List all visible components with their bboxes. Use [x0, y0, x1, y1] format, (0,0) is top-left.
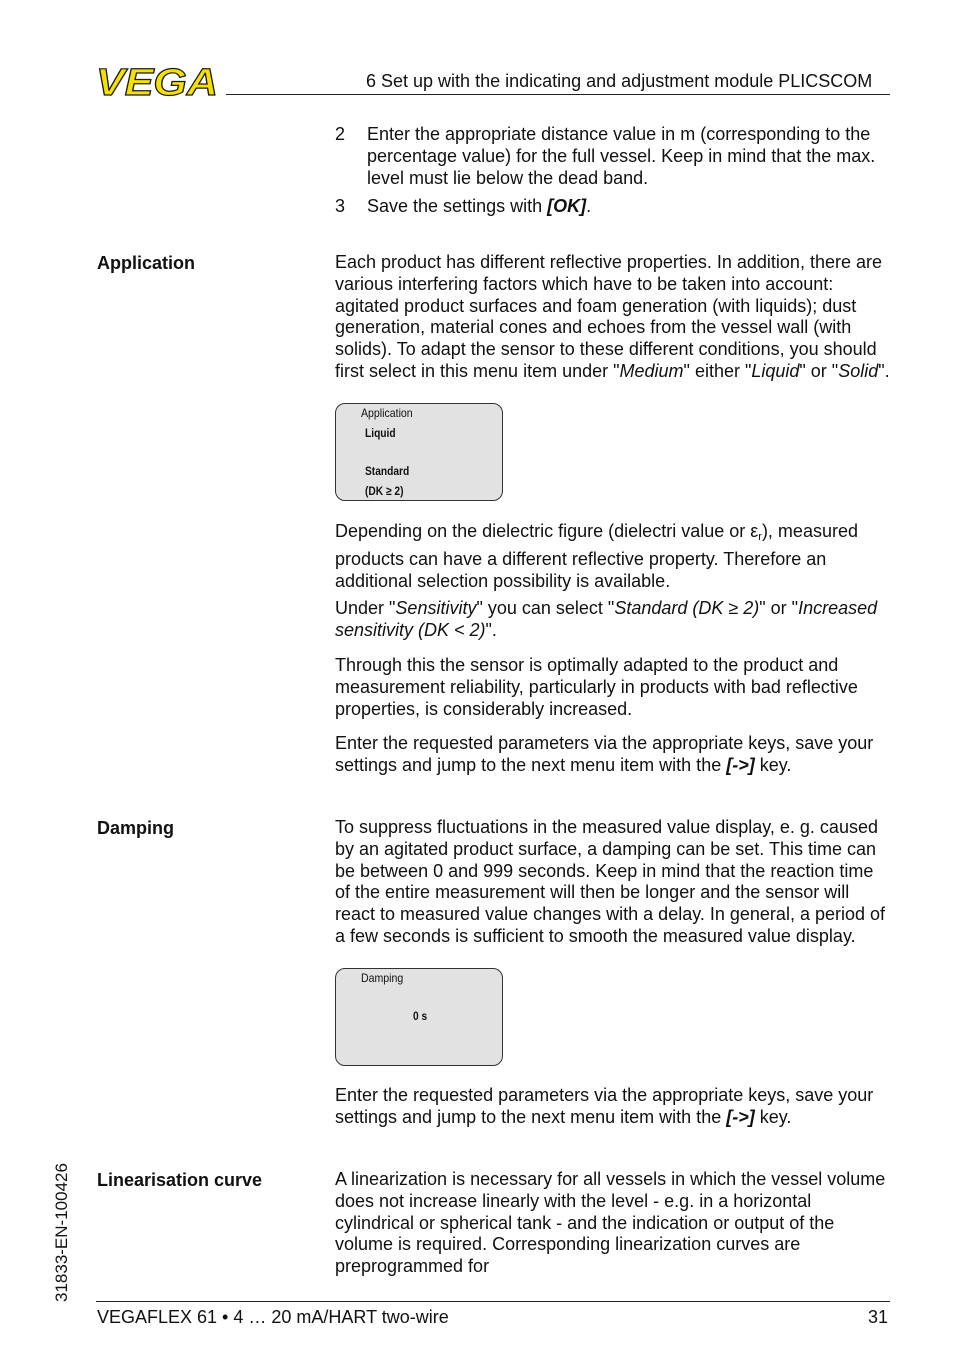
linearisation-paragraph: A linearization is necessary for all vessels in which the vessel volume does not increase linearly with the level - e.g. in a horizontal cylindrical or spherical tank - and the indication or output of the volume is required. Corresponding linearization curves are preprogrammed for [335, 1169, 886, 1277]
term-increased: Increased sensitivity (DK < 2) [335, 598, 878, 640]
text-run: ". [485, 619, 497, 640]
dielectric-paragraph [335, 521, 891, 592]
next-key: [->] [726, 754, 755, 775]
step-2 [335, 124, 891, 189]
application-intro [335, 252, 891, 383]
damping-paragraph: To suppress fluctuations in the measured value display, e. g. caused by an agitated product surface, a damping can be set. This time can be between 0 and 999 seconds. Keep in mind that the reaction time of the entire measurement will then be longer and the sensor will react to measured value changes with a delay. In general, a period of a few seconds is sufficient to smooth the measured value display. [335, 817, 886, 946]
display-title: Application [361, 406, 413, 420]
section-label-linearisation: Linearisation curve [97, 1170, 263, 1190]
text-run: ), measured products can have a different reflective property. Therefore an additional selection possibility is available. [335, 521, 858, 591]
chapter-title: 6 Set up with the indicating and adjustment module PLICSCOM [366, 71, 873, 91]
page-number: 31 [867, 1307, 888, 1327]
svg-text:VEGA: VEGA [96, 64, 218, 98]
damping-enter-paragraph [335, 1085, 891, 1129]
text-run: " or " [799, 360, 839, 381]
subscript-r: r [758, 531, 762, 543]
display-value-liquid: Liquid [365, 426, 396, 440]
adapted-paragraph: Through this the sensor is optimally adapted to the product and measurement reliability, particularly in products with bad reflective properties, is considerably increased. [335, 655, 858, 719]
text-run: ". [878, 360, 890, 381]
text-run: Enter the requested parameters via the appropriate keys, save your settings and jump to the next menu item with the [335, 1085, 874, 1127]
header-rule [226, 94, 890, 95]
display-value-standard: Standard [365, 464, 410, 478]
application-display [335, 403, 503, 501]
step-number: 3 [335, 196, 346, 216]
section-label-damping: Damping [97, 818, 175, 838]
footer-product: VEGAFLEX 61 • 4 … 20 mA/HART two-wire [97, 1307, 449, 1327]
vega-logo [96, 64, 220, 98]
display-value-dk: (DK ≥ 2) [365, 484, 404, 498]
text-run: key. [754, 754, 792, 775]
display-title: Damping [361, 971, 404, 985]
text-run: Depending on the dielectric figure (dielectri value or ε [335, 521, 759, 541]
ok-key: [OK] [547, 196, 587, 216]
section-label-application: Application [97, 253, 195, 273]
text-run: Under " [335, 598, 396, 618]
term-liquid: Liquid [751, 360, 800, 381]
term-medium: Medium [619, 360, 684, 381]
step-text: Enter the appropriate distance value in m (corresponding to the percentage value) for the full vessel. Keep in mind that the max. level must lie below the dead band. [367, 124, 876, 188]
footer-rule [96, 1301, 890, 1302]
text-run: key. [754, 1106, 792, 1127]
step-text-before: Save the settings with [367, 196, 548, 216]
term-sensitivity: Sensitivity [395, 598, 477, 618]
step-text-after: . [586, 196, 592, 216]
document-id: 31833-EN-100426 [52, 1163, 71, 1302]
display-value-seconds: 0 s [413, 1009, 428, 1023]
text-run: " or " [759, 598, 799, 618]
text-run: Enter the requested parameters via the appropriate keys, save your settings and jump to the next menu item with the [335, 733, 874, 775]
text-run: Each product has different reflective properties. In addition, there are various interfering factors which have to be taken into account: agitated product surfaces and foam generation (with liquids); dust generation, material cones and echoes from the vessel wall (with solids). To adapt the sensor to these different conditions, you should first select in this menu item under " [335, 252, 882, 381]
text-run: " you can select " [476, 598, 615, 618]
next-key: [->] [726, 1106, 755, 1127]
application-enter-paragraph [335, 733, 891, 777]
damping-display [335, 968, 503, 1066]
step-text [367, 196, 891, 218]
step-3 [335, 196, 891, 218]
term-standard: Standard (DK ≥ 2) [614, 598, 760, 618]
step-number: 2 [335, 124, 346, 144]
text-run: " either " [683, 360, 752, 381]
term-solid: Solid [838, 360, 879, 381]
sensitivity-paragraph [335, 598, 891, 642]
